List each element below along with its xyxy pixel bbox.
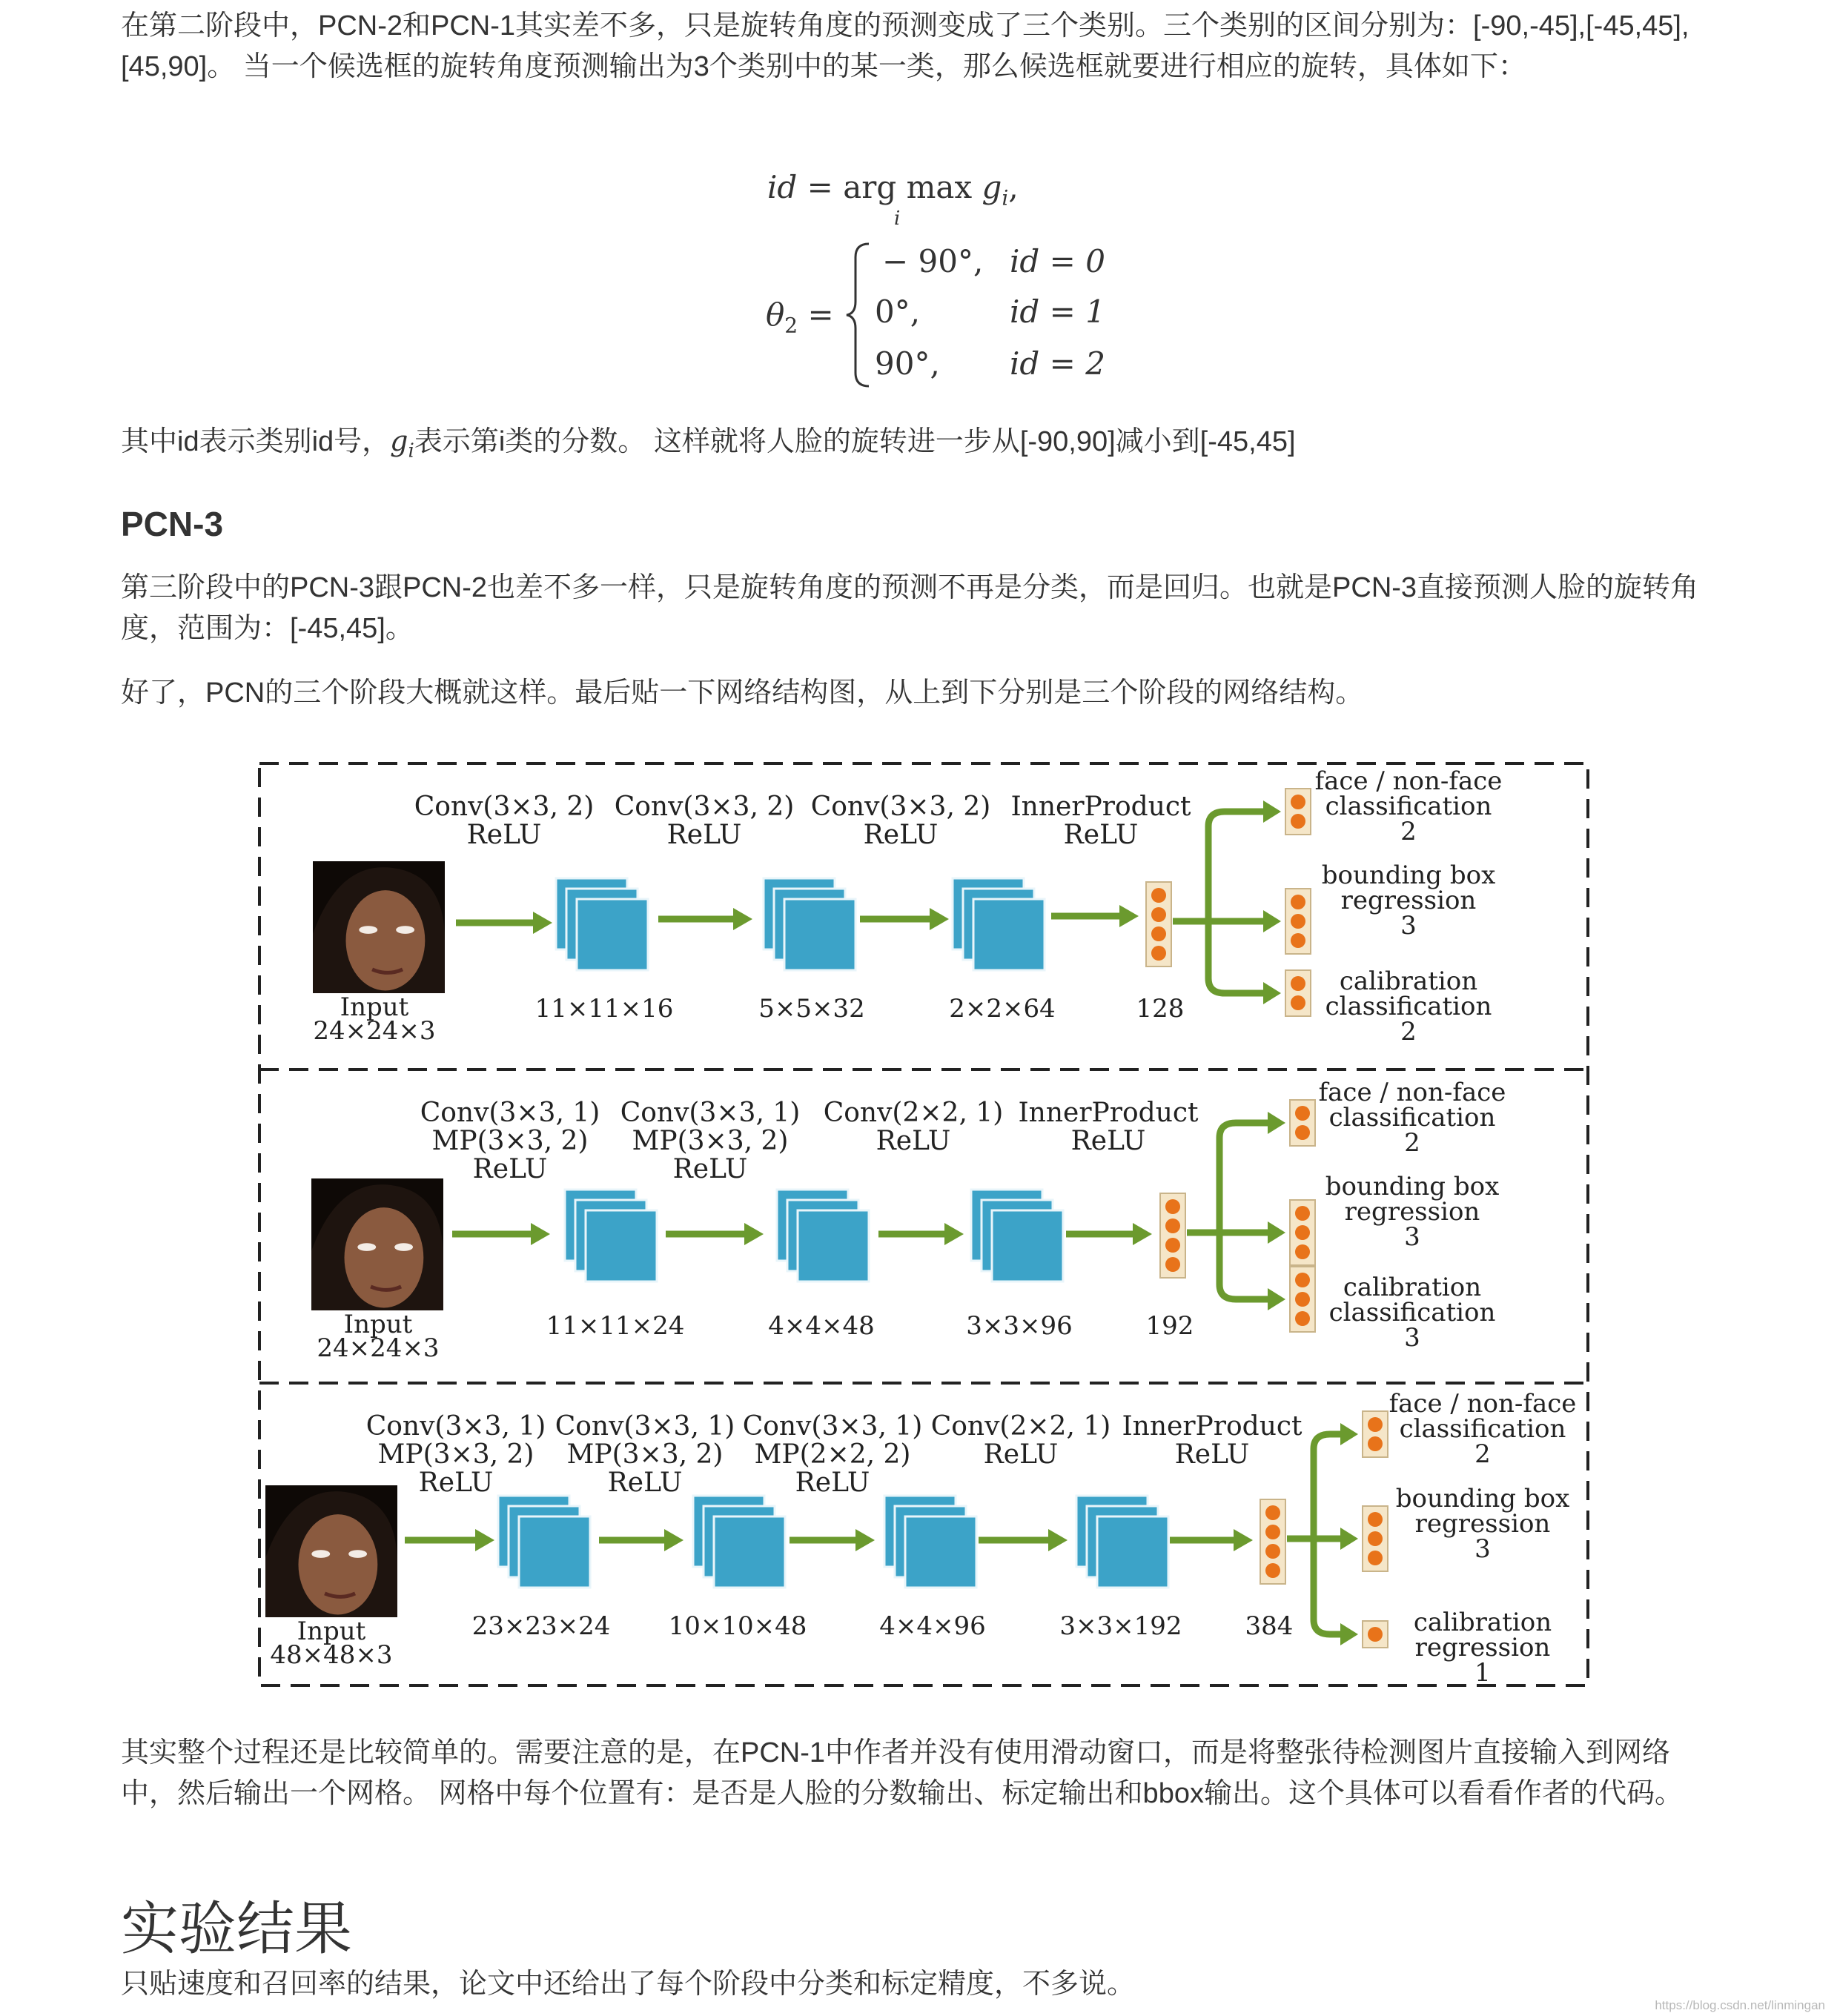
stage3-input-label: Input	[297, 1617, 366, 1646]
stage3-size-label-1: 10×10×48	[668, 1611, 807, 1641]
stage3-output-label-2-0: calibration	[1413, 1608, 1552, 1637]
formula-case-0-val: − 90°,	[882, 243, 984, 279]
stage1-layer-label-3-0: InnerProduct	[1010, 792, 1191, 822]
stage2-layer-label-1-1: MP(3×3, 2)	[632, 1126, 789, 1156]
stage1-arrow-0-head	[533, 912, 552, 934]
stage2-layer-label-0-2: ReLU	[472, 1154, 548, 1184]
stage2-output-0-node-1	[1295, 1125, 1310, 1140]
stage1-output-label-2-2: 2	[1400, 1017, 1417, 1047]
stage2-branch-top	[1219, 1123, 1271, 1284]
stage1-feature-map-1-layer-2	[784, 899, 855, 970]
formula-case-0-cond: id = 0	[1010, 243, 1105, 279]
stage3-branch-bottom	[1314, 1619, 1343, 1634]
stage3-inner-product-node-0	[1265, 1505, 1280, 1520]
formula-argmax-op: = arg max	[797, 169, 982, 205]
stage1-layer-label-1-1: ReLU	[666, 820, 742, 850]
stage3-branch-top	[1314, 1434, 1343, 1619]
stage3-layer-label-3-1: ReLU	[983, 1439, 1059, 1470]
stage3-output-1-node-2	[1368, 1551, 1383, 1565]
formula-theta-symbol: θ	[766, 296, 785, 333]
stage2-input-label: Input	[343, 1310, 413, 1339]
formula-g: g	[982, 169, 1002, 205]
stage3-size-label-4: 384	[1245, 1611, 1294, 1641]
stage2-output-1-node-2	[1295, 1244, 1310, 1259]
stage1-output-label-2-0: calibration	[1339, 966, 1478, 996]
stage2-output-label-1-0: bounding box	[1325, 1172, 1500, 1201]
stage2-output-0-node-0	[1295, 1106, 1310, 1121]
paragraph-pcn3: 第三阶段中的PCN-3跟PCN-2也差不多一样，只是旋转角度的预测不再是分类，而是回归。也就是PCN-3直接预测人脸的旋转角度，范围为：[-45,45]。	[121, 572, 1699, 644]
stage3-branch-arrowhead-1	[1340, 1528, 1358, 1550]
para2-g-sub: i	[408, 440, 414, 462]
stage2-input-size: 24×24×3	[317, 1333, 440, 1363]
stage3-feature-map-0-layer-2	[519, 1516, 590, 1588]
stage1-arrow-1-head	[733, 908, 752, 930]
stage1-size-label-2: 2×2×64	[949, 994, 1056, 1024]
paragraph-process-summary: 其实整个过程还是比较简单的。需要注意的是，在PCN-1中作者并没有使用滑动窗口，而是将整张待检测图片直接输入到网络中，然后输出一个网格。 网格中每个位置有：是否是人脸的分数输出、标定输出和bbox输出。这个具体可以看看作者的代码。	[121, 1737, 1683, 1809]
stage1-arrow-2-head	[930, 908, 949, 930]
stage2-inner-product-node-3	[1165, 1257, 1180, 1272]
stage1-branch-arrowhead-1	[1263, 910, 1281, 932]
stage1-output-label-1-2: 3	[1400, 911, 1417, 941]
formula-case-2-cond: id = 2	[1010, 345, 1105, 382]
formula-comma: ,	[1008, 169, 1019, 205]
stage3-feature-map-3-layer-2	[1097, 1516, 1168, 1588]
stage1-output-1-node-2	[1291, 933, 1305, 948]
stage2-layer-label-0-1: MP(3×3, 2)	[431, 1126, 589, 1156]
stage1-output-1-node-1	[1291, 914, 1305, 929]
stage3-output-label-1-0: bounding box	[1395, 1484, 1570, 1513]
stage1-size-label-3: 128	[1136, 994, 1185, 1024]
stage3-arrow-3-head	[1048, 1529, 1068, 1551]
stage3-output-label-2-2: 1	[1474, 1658, 1491, 1688]
stage1-output-label-1-0: bounding box	[1321, 861, 1496, 890]
stage2-output-label-1-1: regression	[1344, 1197, 1480, 1227]
stage2-branch-arrowhead-1	[1268, 1221, 1285, 1244]
stage1-output-0-node-0	[1291, 795, 1305, 809]
stage3-feature-map-2-layer-2	[905, 1516, 976, 1588]
formula-g-sub: i	[1002, 185, 1009, 210]
stage2-size-label-3: 192	[1145, 1311, 1194, 1341]
stage3-inner-product-node-1	[1265, 1525, 1280, 1539]
paragraph-stage2-intro: 在第二阶段中，PCN-2和PCN-1其实差不多，只是旋转角度的预测变成了三个类别。三个类别的区间分别为：[-90,-45],[-45,45],[45,90]。 当一个候选框的旋转角度预测输出为3个类别中的某一类，那么候选框就要进行相应的旋转，具体如下：	[121, 10, 1689, 82]
stage1-inner-product-node-0	[1151, 888, 1166, 903]
stage3-output-label-0-0: face / non-face	[1388, 1389, 1577, 1419]
stage2-feature-map-0-layer-2	[586, 1210, 657, 1281]
stage3-input-image-eye-right	[348, 1550, 367, 1558]
formula-theta-eq: =	[798, 296, 834, 333]
stage1-output-1-node-0	[1291, 895, 1305, 909]
stage3-inner-product-node-3	[1265, 1563, 1280, 1578]
stage3-output-0-node-1	[1368, 1436, 1383, 1451]
stage3-output-label-2-1: regression	[1414, 1633, 1551, 1662]
stage1-input-image-eye-right	[396, 926, 414, 934]
stage2-output-label-2-2: 3	[1404, 1323, 1420, 1353]
stage3-arrow-4-head	[1234, 1529, 1253, 1551]
stage1-input-label: Input	[340, 992, 409, 1022]
stage2-arrow-0-head	[531, 1223, 550, 1245]
stage1-input-size: 24×24×3	[313, 1016, 436, 1046]
stage1-input-image-eye-left	[359, 926, 377, 934]
stage1-layer-label-2-1: ReLU	[863, 820, 939, 850]
stage2-output-1-node-1	[1295, 1225, 1310, 1240]
stage3-arrow-1-head	[664, 1529, 684, 1551]
stage2-output-label-0-0: face / non-face	[1318, 1078, 1506, 1107]
stage2-size-label-0: 11×11×24	[546, 1311, 685, 1341]
stage2-output-label-2-1: classification	[1328, 1298, 1496, 1327]
stage1-branch-bottom	[1208, 978, 1266, 993]
stage3-output-1-node-1	[1368, 1531, 1383, 1546]
stage2-input-image-eye-right	[394, 1243, 413, 1251]
stage2-size-label-2: 3×3×96	[966, 1311, 1073, 1341]
paragraph-network-intro: 好了，PCN的三个阶段大概就这样。最后贴一下网络结构图，从上到下分别是三个阶段的网络结构。	[121, 677, 1364, 709]
stage2-input-image	[311, 1178, 443, 1310]
stage2-layer-label-2-0: Conv(2×2, 1)	[823, 1098, 1004, 1128]
stage3-output-2-node-0	[1368, 1627, 1383, 1642]
stage3-layer-label-1-1: MP(3×3, 2)	[566, 1439, 724, 1470]
stage3-layer-label-2-0: Conv(3×3, 1)	[742, 1411, 923, 1442]
stage3-layer-label-4-1: ReLU	[1174, 1439, 1250, 1470]
paragraph-results-note: 只贴速度和召回率的结果，论文中还给出了每个阶段中分类和标定精度，不多说。	[121, 1969, 1136, 2000]
stage3-layer-label-2-1: MP(2×2, 2)	[754, 1439, 911, 1470]
stage2-output-label-0-2: 2	[1404, 1128, 1420, 1158]
stage1-feature-map-2-layer-2	[973, 899, 1045, 970]
stage2-inner-product-node-1	[1165, 1218, 1180, 1233]
stage3-input-image	[265, 1485, 397, 1617]
stage3-layer-label-0-0: Conv(3×3, 1)	[365, 1411, 546, 1442]
stage2-arrow-1-head	[744, 1223, 764, 1245]
stage3-output-label-0-2: 2	[1474, 1439, 1491, 1469]
stage3-arrow-2-head	[855, 1529, 875, 1551]
stage2-output-label-2-0: calibration	[1343, 1273, 1482, 1302]
stage1-size-label-1: 5×5×32	[758, 994, 865, 1024]
stage1-branch-top	[1208, 812, 1266, 978]
stage3-layer-label-0-2: ReLU	[418, 1468, 494, 1498]
para2-before: 其中id表示类别id号，	[121, 426, 391, 457]
formula-case-1-cond: id = 1	[1010, 294, 1105, 330]
stage3-inner-product-node-2	[1265, 1544, 1280, 1559]
stage2-arrow-2-head	[944, 1223, 964, 1245]
stage1-output-label-0-1: classification	[1325, 792, 1492, 821]
stage2-feature-map-2-layer-2	[992, 1210, 1063, 1281]
heading-results: 实验结果	[121, 1896, 353, 1961]
stage1-output-2-node-0	[1291, 976, 1305, 991]
stage3-feature-map-1-layer-2	[714, 1516, 785, 1588]
stage1-output-label-0-2: 2	[1400, 817, 1417, 846]
stage1-layer-label-0-1: ReLU	[466, 820, 542, 850]
stage2-arrow-3-head	[1133, 1223, 1152, 1245]
stage1-layer-label-0-0: Conv(3×3, 2)	[414, 792, 595, 822]
stage2-feature-map-1-layer-2	[798, 1210, 869, 1281]
stage1-inner-product-node-1	[1151, 907, 1166, 922]
stage2-branch-arrowhead-2	[1268, 1288, 1285, 1310]
stage2-layer-label-1-2: ReLU	[672, 1154, 748, 1184]
stage1-input-image	[313, 861, 445, 993]
formula-case-1-val: 0°,	[875, 294, 921, 330]
stage2-inner-product-node-2	[1165, 1238, 1180, 1253]
stage3-output-1-node-0	[1368, 1512, 1383, 1527]
stage1-branch-arrowhead-2	[1263, 982, 1281, 1004]
stage1-output-2-node-1	[1291, 995, 1305, 1010]
stage2-output-label-0-1: classification	[1328, 1103, 1496, 1133]
heading-pcn3: PCN-3	[121, 505, 224, 543]
stage2-branch-bottom	[1219, 1284, 1271, 1299]
stage3-size-label-3: 3×3×192	[1059, 1611, 1182, 1641]
stage3-input-image-skin	[299, 1514, 378, 1614]
para2-g: g	[390, 425, 408, 457]
stage2-inner-product-node-0	[1165, 1199, 1180, 1214]
stage3-branch-arrowhead-2	[1340, 1623, 1358, 1645]
formula-case-2-val: 90°,	[875, 345, 940, 382]
stage1-feature-map-0-layer-2	[577, 899, 648, 970]
stage1-size-label-0: 11×11×16	[534, 994, 674, 1024]
stage2-output-label-1-2: 3	[1404, 1222, 1420, 1252]
para2-after: 表示第i类的分数。 这样就将人脸的旋转进一步从[-90,90]减小到[-45,45]	[414, 426, 1296, 457]
formula-argmax-under: i	[894, 208, 901, 230]
stage3-branch-arrowhead-0	[1340, 1423, 1358, 1445]
stage3-arrow-0-head	[475, 1529, 494, 1551]
stage1-output-label-0-0: face / non-face	[1314, 766, 1503, 796]
stage3-layer-label-3-0: Conv(2×2, 1)	[930, 1411, 1111, 1442]
stage1-layer-label-3-1: ReLU	[1063, 820, 1139, 850]
stage3-output-label-0-1: classification	[1399, 1414, 1566, 1444]
stage2-input-image-eye-left	[357, 1243, 376, 1251]
stage1-arrow-3-head	[1119, 905, 1139, 927]
stage3-layer-label-1-0: Conv(3×3, 1)	[555, 1411, 735, 1442]
stage2-layer-label-3-0: InnerProduct	[1018, 1098, 1199, 1128]
stage1-output-label-1-1: regression	[1340, 886, 1477, 915]
stage3-output-label-1-1: regression	[1414, 1509, 1551, 1539]
stage1-output-0-node-1	[1291, 814, 1305, 829]
stage2-size-label-1: 4×4×48	[768, 1311, 875, 1341]
stage2-output-2-node-0	[1295, 1273, 1310, 1287]
stage1-branch-arrowhead-0	[1263, 800, 1281, 823]
stage3-output-0-node-0	[1368, 1417, 1383, 1432]
watermark: https://blog.csdn.net/linmingan	[1655, 1998, 1825, 2012]
stage1-inner-product-node-2	[1151, 926, 1166, 941]
stage2-layer-label-3-1: ReLU	[1070, 1126, 1146, 1156]
stage2-layer-label-0-0: Conv(3×3, 1)	[420, 1098, 600, 1128]
stage2-input-image-skin	[345, 1207, 424, 1307]
stage2-output-2-node-2	[1295, 1311, 1310, 1326]
stage3-input-size: 48×48×3	[270, 1640, 393, 1670]
stage1-input-image-skin	[346, 890, 426, 990]
stage2-layer-label-1-0: Conv(3×3, 1)	[620, 1098, 801, 1128]
stage3-layer-label-2-2: ReLU	[795, 1468, 870, 1498]
formula-theta-sub: 2	[784, 313, 798, 338]
stage3-size-label-0: 23×23×24	[471, 1611, 611, 1641]
stage2-layer-label-2-1: ReLU	[876, 1126, 951, 1156]
stage2-branch-arrowhead-0	[1268, 1112, 1285, 1134]
stage3-layer-label-0-1: MP(3×3, 2)	[377, 1439, 534, 1470]
stage1-layer-label-1-0: Conv(3×3, 2)	[614, 792, 795, 822]
stage1-inner-product-node-3	[1151, 946, 1166, 961]
stage2-output-2-node-1	[1295, 1292, 1310, 1307]
stage3-input-image-eye-left	[311, 1550, 330, 1558]
stage1-layer-label-2-0: Conv(3×3, 2)	[810, 792, 991, 822]
stage3-output-label-1-2: 3	[1474, 1534, 1491, 1564]
stage3-layer-label-4-0: InnerProduct	[1122, 1411, 1303, 1442]
formula-id: id	[767, 169, 798, 205]
stage3-layer-label-1-2: ReLU	[607, 1468, 683, 1498]
stage2-output-1-node-0	[1295, 1206, 1310, 1221]
stage3-size-label-2: 4×4×96	[879, 1611, 986, 1641]
stage1-output-label-2-1: classification	[1325, 992, 1492, 1021]
